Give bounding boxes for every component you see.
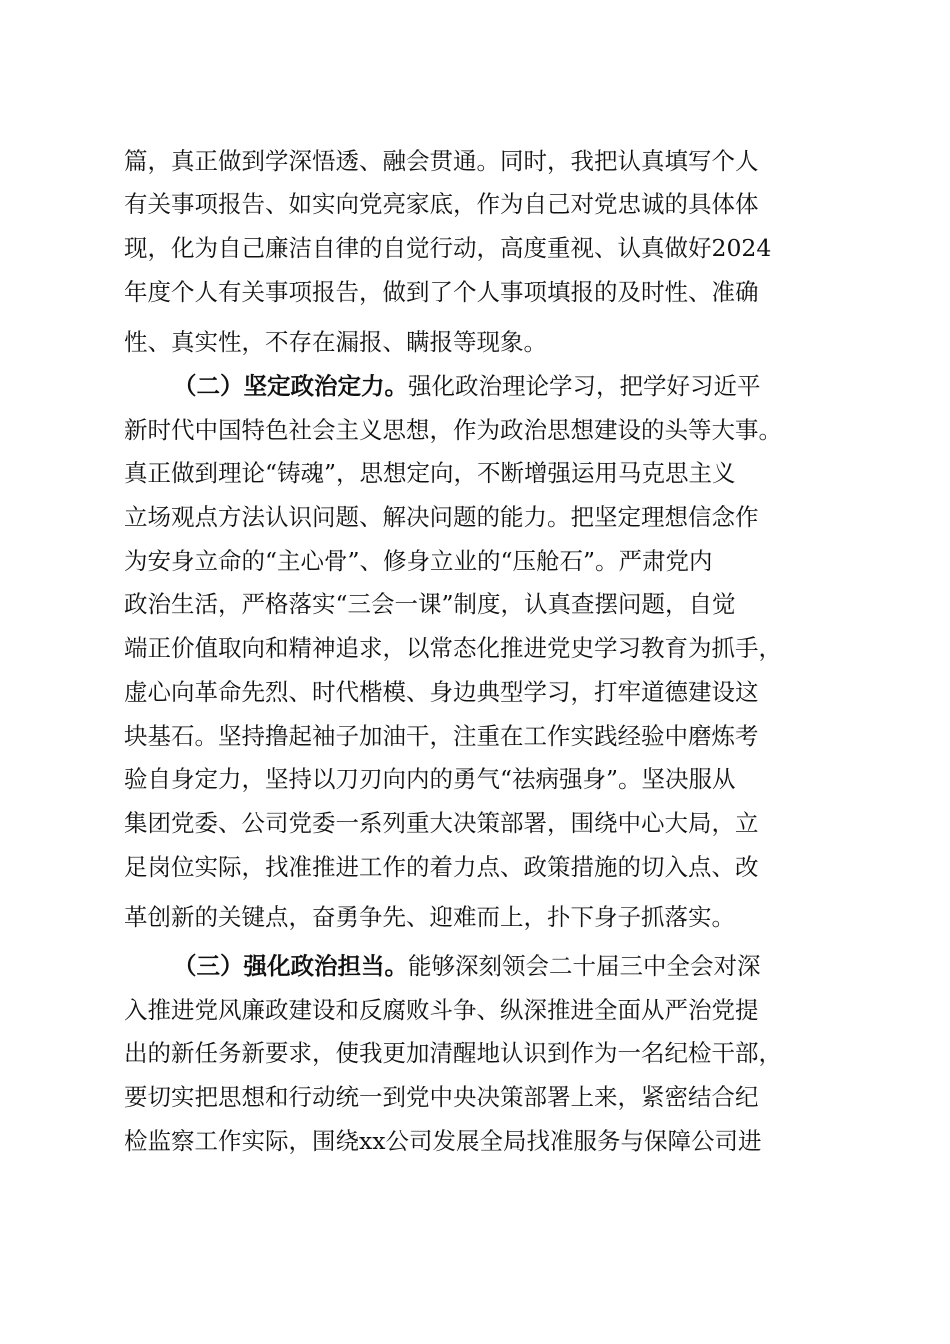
paragraph-line: 政治生活，严格落实“三会一课”制度，认真查摆问题，自觉 [124,590,736,618]
paragraph-line: 检监察工作实际，围绕xx公司发展全局找准服务与保障公司进 [124,1127,762,1155]
paragraph-line: 出的新任务新要求，使我更加清醒地认识到作为一名纪检干部， [124,1039,782,1067]
paragraph-line: 足岗位实际，找准推进工作的着力点、政策措施的切入点、改 [124,853,759,881]
paragraph-line: 为安身立命的“主心骨”、修身立业的“压舱石”。严肃党内 [124,547,713,575]
paragraph-line: 革创新的关键点，奋勇争先、迎难而上，扑下身子抓落实。 [124,903,735,931]
section-3-first-line [173,946,950,986]
paragraph-line: 端正价值取向和精神追求，以常态化推进党史学习教育为抓手， [124,634,782,662]
section-3-heading: （三）强化政治担当。 [173,952,408,980]
paragraph-line: 性、真实性，不存在漏报、瞒报等现象。 [124,328,547,356]
paragraph-line: 验自身定力，坚持以刀刃向内的勇气“祛病强身”。坚决服从 [124,765,736,793]
section-2-first-line [173,366,950,406]
paragraph-line: 入推进党风廉政建设和反腐败斗争、纵深推进全面从严治党提 [124,996,759,1024]
paragraph-line: 篇，真正做到学深悟透、融会贯通。同时，我把认真填写个人 [124,147,759,175]
paragraph-line: 立场观点方法认识问题、解决问题的能力。把坚定理想信念作 [124,503,759,531]
paragraph-line: 有关事项报告、如实向党亮家底，作为自己对党忠诚的具体体 [124,190,759,218]
section-3-first-line-text: 能够深刻领会二十届三中全会对深 [408,952,761,980]
section-2-first-line-text: 强化政治理论学习，把学好习近平 [408,372,761,400]
paragraph-line: 新时代中国特色社会主义思想，作为政治思想建设的头等大事。 [124,416,782,444]
paragraph-line: 现，化为自己廉洁自律的自觉行动，高度重视、认真做好2024 [124,234,772,262]
paragraph-line: 块基石。坚持撸起袖子加油干，注重在工作实践经验中磨炼考 [124,722,759,750]
paragraph-line: 虚心向革命先烈、时代楷模、身边典型学习，打牢道德建设这 [124,678,759,706]
paragraph-line: 年度个人有关事项报告，做到了个人事项填报的及时性、准确 [124,278,759,306]
section-2-heading: （二）坚定政治定力。 [173,372,408,400]
paragraph-line: 真正做到理论“铸魂”，思想定向，不断增强运用马克思主义 [124,459,736,487]
paragraph-line: 集团党委、公司党委一系列重大决策部署，围绕中心大局，立 [124,809,759,837]
paragraph-line: 要切实把思想和行动统一到党中央决策部署上来，紧密结合纪 [124,1083,759,1111]
